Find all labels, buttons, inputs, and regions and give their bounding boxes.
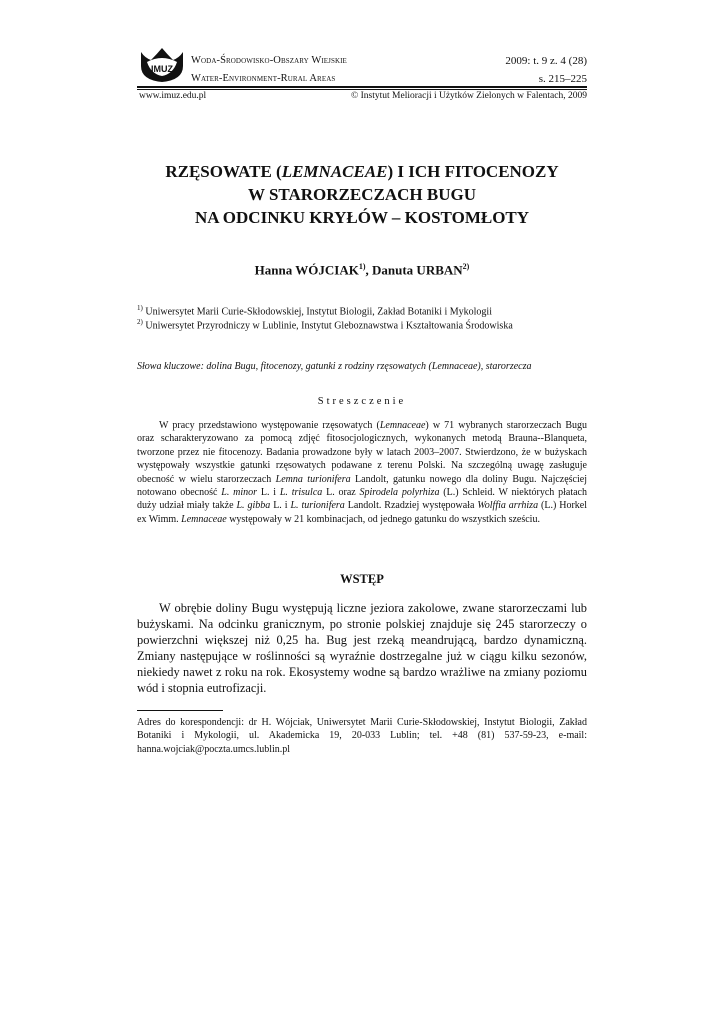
author-1: Hanna WÓJCIAK — [254, 262, 359, 278]
abstract-taxon: Wolffia arrhiza — [477, 500, 539, 512]
title-part: ) I ICH FITOCENOZY — [387, 162, 559, 181]
abstract-body — [137, 419, 587, 526]
correspondence-address: Adres do korespondencji: dr H. Wójciak, Uniwersytet Marii Curie-Skłodowskiej, Instytut Biologii, Zakład Botaniki i Mykologii, ul. Akademicka 19, 20-033 Lublin; tel. +48 (81) 537-59-23, e-mail: hanna.wojciak@poczta.umcs.lublin.pl — [137, 717, 587, 755]
abstract-text: (L.) Schleid. W niektórych płatach duży udział miały także — [137, 487, 587, 512]
abstract-taxon: L. turionifera — [290, 500, 345, 512]
author-1-affiliation: 1) — [358, 262, 366, 271]
abstract-text: Landolt. Rzadziej występowała — [344, 500, 478, 512]
affiliation-marker: 1) — [137, 304, 143, 312]
website-link[interactable]: www.imuz.edu.pl — [139, 91, 207, 101]
intro-paragraph: W obrębie doliny Bugu występują liczne jeziora zakolowe, zwane starorzeczami lub bużyskami. Na odcinku granicznym, po stronie polskiej znajduje się 245 starorzeczy o powierzchni większej niż 0,25 ha. Bug jest rzeką meandrującą, bardzo dynamiczną. Zmiany następujące w roślinności są wyraźnie dostrzegalne już w ciągu kilku sezonów, niekiedy nawet z roku na rok. Ekosystemy wodne są bardzo wrażliwe na zmiany poziomu wód i stopnia eutrofizacji. — [137, 601, 587, 696]
abstract-taxon: Lemnaceae — [181, 513, 227, 525]
article-title — [137, 160, 587, 229]
author-2-affiliation: 2) — [462, 262, 470, 271]
abstract-text: (L.) Horkel ex Wimm. — [137, 500, 587, 525]
title-line-3: NA ODCINKU KRYŁÓW – KOSTOMŁOTY — [194, 208, 530, 227]
keywords: Słowa kluczowe: dolina Bugu, fitocenozy, gatunki z rodziny rzęsowatych (Lemnaceae), starorzecza — [137, 361, 532, 372]
header-rule-thick — [137, 86, 587, 88]
abstract-heading: Streszczenie — [317, 396, 407, 407]
affiliation-2 — [137, 316, 587, 332]
title-line-2: W STARORZECZACH BUGU — [248, 185, 476, 204]
logo-text: IMUZ — [151, 64, 173, 74]
abstract-text: L. i — [257, 487, 280, 499]
abstract-taxon: L. gibba — [236, 500, 271, 512]
abstract-taxon: Lemna turionifera — [275, 473, 351, 485]
affiliation-text: Uniwersytet Przyrodniczy w Lublinie, Instytut Gleboznawstwa i Kształtowania Środowiska — [142, 320, 513, 332]
authors — [137, 262, 587, 278]
abstract-taxon: L. trisulca — [279, 487, 323, 499]
abstract-text: W pracy przedstawiono występowanie rzęsowatych ( — [159, 420, 380, 431]
section-heading-intro: WSTĘP — [340, 572, 384, 586]
page-range: s. 215–225 — [538, 73, 587, 85]
volume-info: 2009: t. 9 z. 4 (28) — [505, 55, 587, 67]
abstract-taxon: Spirodela polyrhiza — [359, 487, 440, 499]
title-part: RZĘSOWATE ( — [165, 162, 282, 181]
abstract-text: L. oraz — [322, 487, 360, 499]
affiliation-marker: 2) — [137, 318, 143, 326]
journal-name-en: Water-Environment-Rural Areas — [191, 73, 336, 84]
abstract-taxon: Lemnaceae — [379, 420, 426, 431]
author-2: Danuta URBAN — [372, 262, 463, 278]
affiliation-text: Uniwersytet Marii Curie-Skłodowskiej, Instytut Biologii, Zakład Botaniki i Mykologii — [142, 306, 492, 318]
abstract-text: ) w 71 wybranych starorzeczach Bugu oraz scharakteryzowano za pomocą zdjęć fitosocjologicznych, wykonanych metodą Brauna-‑Blanqueta, tworzone przez nie fitocenozy. Badania prowadzone były w latach 2003–2007. Stwierdzono, że w bużyskach występowały wszystkie gatunki rzęsowatych podawane z terenu Polski. Na szczególną uwagę zasługuje obecność w wielu starorzeczach — [137, 420, 587, 485]
header-rule-thin — [137, 89, 587, 90]
abstract-taxon: L. minor — [221, 487, 258, 499]
imuz-logo-icon — [139, 46, 185, 84]
abstract-text: występowały w 21 kombinacjach, od jednego gatunku do wszystkich sześciu. — [226, 513, 540, 525]
copyright-notice: © Instytut Melioracji i Użytków Zielonych w Falentach, 2009 — [351, 91, 587, 101]
footnote-rule — [137, 710, 223, 711]
author-separator: , — [365, 262, 372, 278]
issue-info — [505, 52, 587, 88]
title-italic-part: LEMNACEAE — [281, 162, 388, 181]
abstract-text: L. i — [270, 500, 291, 512]
title-line-1 — [137, 160, 587, 183]
journal-name — [191, 52, 347, 88]
journal-name-pl: Woda-Środowisko-Obszary Wiejskie — [191, 55, 347, 66]
abstract-text: Landolt, gatunku nowego dla doliny Bugu. Najczęściej notowano obecność — [137, 473, 587, 499]
